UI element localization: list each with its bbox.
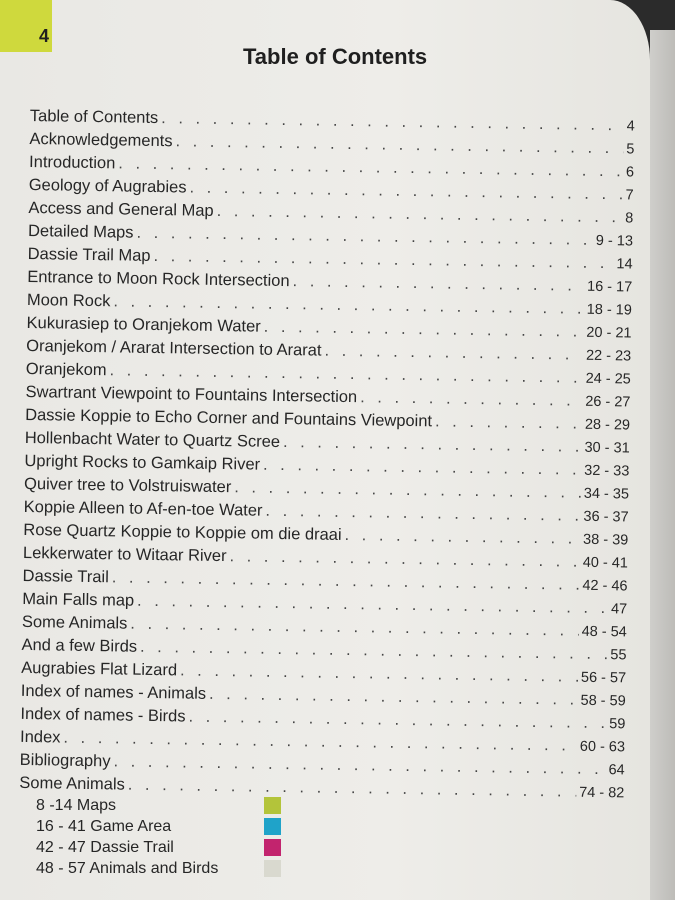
toc-entry-page: 28 - 29 — [584, 416, 631, 434]
toc-entry-label: Main Falls map — [22, 589, 135, 610]
toc-entry-page: 38 - 39 — [582, 531, 629, 549]
toc-entry-label: Access and General Map — [28, 198, 214, 220]
toc-entry-page: 7 — [625, 187, 634, 204]
toc-leader-dots — [344, 526, 580, 549]
toc-entry-page: 24 - 25 — [585, 370, 631, 388]
toc-entry-page: 30 - 31 — [584, 439, 630, 457]
toc-entry-page: 32 - 33 — [584, 462, 630, 480]
toc-entry-page: 34 - 35 — [583, 485, 630, 503]
toc-entry-label: Augrabies Flat Lizard — [21, 658, 178, 680]
toc-entry-label: Table of Contents — [29, 107, 159, 128]
toc-leader-dots — [283, 433, 582, 457]
toc-entry-label: Kukurasiep to Oranjekom Water — [26, 313, 261, 336]
page-title: Table of Contents — [243, 44, 428, 69]
toc-entry-label: Index of names - Birds — [20, 704, 186, 726]
toc-entry-page: 5 — [626, 141, 635, 158]
toc-entry-label: Index of names - Animals — [20, 681, 207, 703]
toc-entry-page: 36 - 37 — [583, 508, 629, 526]
toc-entry-page: 20 - 21 — [586, 324, 632, 342]
toc-entry-label: Hollenbacht Water to Quartz Scree — [24, 428, 281, 451]
legend-color-swatch — [264, 839, 281, 856]
toc-leader-dots — [161, 109, 624, 135]
toc-entry-label: Oranjekom — [25, 359, 107, 380]
toc-entry-label: Oranjekom / Ararat Intersection to Ararat — [26, 336, 322, 360]
toc-entry-page: 6 — [625, 164, 635, 181]
toc-entry-label: Upright Rocks to Gamkaip River — [24, 451, 261, 474]
toc-entry-label: Quiver tree to Volstruiswater — [23, 474, 232, 497]
toc-entry-page: 26 - 27 — [585, 393, 631, 411]
toc-entry-label: Detailed Maps — [27, 221, 134, 242]
toc-entry-label: Some Animals — [21, 612, 128, 633]
toc-entry-label: Entrance to Moon Rock Intersection — [27, 267, 290, 291]
toc-entry-page: 60 - 63 — [579, 738, 626, 756]
toc-entry-label: Moon Rock — [26, 290, 111, 311]
color-legend — [36, 795, 336, 879]
toc-entry-label: Acknowledgements — [29, 129, 173, 151]
toc-entry-label: Geology of Augrabies — [28, 175, 187, 197]
toc-entry-label: Dassie Trail — [22, 566, 109, 587]
legend-color-swatch — [264, 818, 281, 835]
toc-entry-label: Introduction — [28, 152, 116, 173]
toc-entry-page: 22 - 23 — [585, 347, 632, 365]
toc-entry-label: And a few Birds — [21, 635, 138, 656]
toc-leader-dots — [292, 272, 584, 296]
legend-item — [36, 795, 336, 816]
legend-item — [36, 816, 336, 837]
toc-entry-page: 14 — [616, 256, 633, 273]
legend-color-swatch — [264, 797, 281, 814]
toc-leader-dots — [435, 412, 582, 433]
page-number: 4 — [39, 26, 50, 46]
toc-leader-dots — [265, 502, 580, 526]
legend-label: 8 -14 Maps — [36, 796, 117, 814]
toc-entry-page: 18 - 19 — [586, 301, 633, 319]
toc-entry-label: Swartrant Viewpoint to Fountains Intersection — [25, 382, 358, 407]
toc-entry-label: Rose Quartz Koppie to Koppie om die draai — [23, 520, 342, 544]
toc-entry-page: 8 — [625, 210, 634, 227]
toc-leader-dots — [234, 478, 581, 502]
toc-leader-dots — [360, 388, 582, 410]
toc-entry-label: Koppie Alleen to Af-en-toe Water — [23, 497, 263, 520]
legend-label: 16 - 41 Game Area — [36, 817, 172, 835]
toc-entry-page: 48 - 54 — [581, 623, 627, 641]
toc-entry-page: 55 — [610, 647, 627, 664]
legend-color-swatch — [264, 860, 281, 877]
toc-entry-page: 58 - 59 — [580, 692, 626, 710]
legend-label: 48 - 57 Animals and Birds — [36, 859, 219, 877]
toc-entry-page: 16 - 17 — [586, 278, 633, 296]
toc-entry-label: Dassie Koppie to Echo Corner and Fountains Viewpoint — [25, 405, 433, 431]
toc-leader-dots — [264, 318, 584, 342]
toc-entry-page: 59 — [609, 716, 626, 733]
toc-entry-page: 9 - 13 — [595, 232, 634, 250]
legend-item — [36, 858, 336, 879]
toc-entry-page: 4 — [626, 118, 635, 135]
table-of-contents — [19, 107, 670, 807]
toc-entry-page: 56 - 57 — [580, 669, 627, 687]
toc-entry-label: Lekkerwater to Witaar River — [22, 543, 227, 566]
toc-entry-page: 64 — [608, 762, 625, 779]
toc-entry-label: Index — [19, 727, 61, 747]
adjacent-page-edge — [650, 30, 675, 900]
toc-leader-dots — [324, 342, 583, 365]
toc-entry-label: Dassie Trail Map — [27, 244, 151, 265]
toc-entry-page: 42 - 46 — [582, 577, 628, 595]
toc-entry-label: Some Animals — [19, 773, 125, 794]
legend-item — [36, 837, 336, 858]
toc-entry-page: 47 — [610, 601, 628, 618]
toc-leader-dots — [263, 456, 581, 480]
legend-label: 42 - 47 Dassie Trail — [36, 838, 174, 856]
toc-entry-page: 40 - 41 — [582, 554, 629, 572]
toc-entry-label: Bibliography — [19, 750, 111, 771]
toc-entry-page: 74 - 82 — [579, 784, 625, 802]
